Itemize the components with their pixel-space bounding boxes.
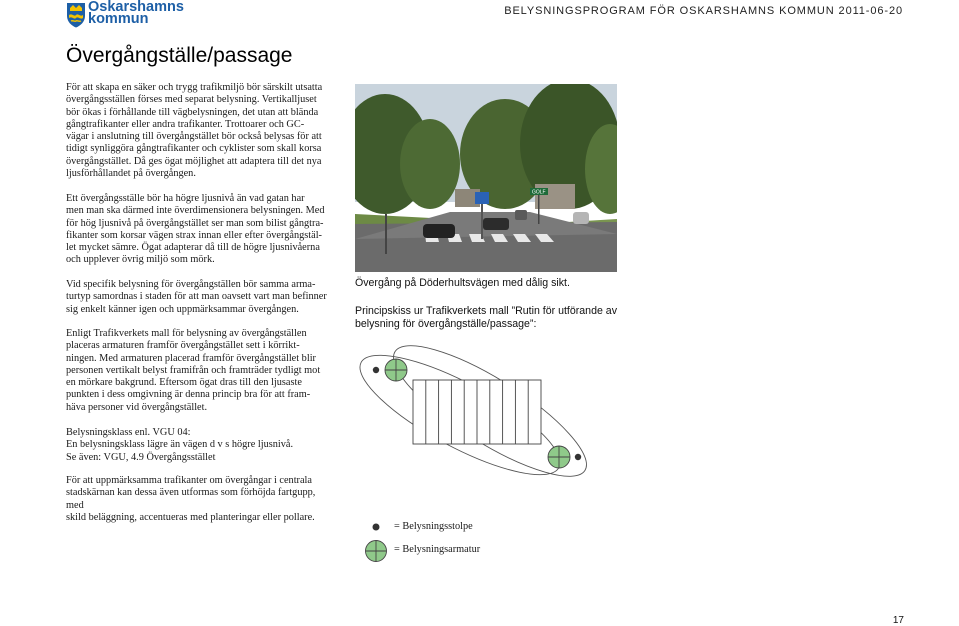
crossing-photo (355, 84, 617, 272)
text-line: Vid specifik belysning för övergångställen bör samma arma- (66, 279, 316, 290)
photo-caption: Övergång på Döderhultsvägen med dålig sikt. (355, 277, 570, 289)
paragraph-speed-bumps (66, 475, 334, 524)
text-line: Ett övergångsställe bör ha högre ljusnivå än vad gatan har (66, 193, 305, 204)
text-line: Belysningsklass enl. VGU 04: (66, 427, 191, 438)
text-line: stadskärnan kan dessa även utformas som förhöjda fartgupp, med (66, 487, 316, 511)
crosswalk-principle-diagram (350, 333, 590, 483)
text-line: för hög ljusnivå på övergångstället ser man som bilist gångtra- (66, 217, 324, 229)
text-line: vägar i anslutning till övergångstället bör också belysas för att (66, 131, 322, 143)
light-pole-right (575, 454, 581, 460)
logo-line-1: Oskarshamns (88, 0, 184, 15)
paragraph-light-level (66, 193, 334, 267)
luminaire-legend-label: = Belysningsarmatur (394, 544, 481, 555)
text-line: sig enkelt känner igen och uppmärksammar övergången. (66, 303, 299, 315)
text-line: övergångstället. Då ges ögat möjlighet att adaptera till det nya (66, 155, 322, 167)
text-line: let mycket sämre. Ögat adapterar då till de högre ljusnivåerna (66, 242, 320, 254)
text-line: Enligt Trafikverkets mall för belysning av övergångställen (66, 328, 307, 339)
crosswalk (413, 380, 541, 444)
text-line: ljusförhållandet på övergången. (66, 168, 196, 180)
text-line: häva personer vid övergångstället. (66, 401, 208, 413)
text-line: gångtrafikanter eller andra trafikanter. Trottoarer och GC- (66, 118, 305, 130)
text-line: Se även: VGU, 4.9 Övergångsstället (66, 451, 216, 463)
text-line: För att skapa en säker och trygg trafikmiljö bör särskilt utsatta (66, 82, 323, 93)
logo-wordmark (88, 0, 184, 27)
text-line: skild beläggning, accentueras med planteringar eller pollare. (66, 511, 315, 523)
paragraph-trafikverket (66, 328, 334, 414)
text-line: ningen. Med armaturen placerad framför övergångstället blir (66, 352, 316, 364)
luminaire-left (385, 359, 407, 381)
text-line: För att uppmärksamma trafikanter om övergångar i centrala (66, 475, 312, 486)
text-line: personen vertikalt belyst framifrån och framträder tydligt mot (66, 364, 321, 376)
photo-sign-label: GOLF (532, 189, 546, 196)
document-header-title: BELYSNINGSPROGRAM FÖR OSKARSHAMNS KOMMUN 2011-06-20 (504, 5, 903, 17)
logo-line-2: kommun (88, 10, 149, 27)
text-line: En belysningsklass lägre än vägen d v s högre ljusnivå. (66, 439, 294, 451)
text-line: turtyp samordnas i staden för att man oavsett vart man befinner (66, 291, 327, 303)
text-line: fikanter som korsar vägen strax innan eller efter övergångstäl- (66, 229, 322, 241)
text-line: placeras armaturen framför övergångstället sett i körrikt- (66, 340, 300, 352)
page-title: Övergångställe/passage (66, 44, 293, 67)
light-pole-left (373, 367, 379, 373)
caption-line: belysning för övergångställe/passage”: (355, 317, 537, 330)
page-number: 17 (892, 615, 904, 626)
text-line: övergångsställen förses med separat belysning. Vertikalljuset (66, 94, 317, 106)
text-line: en mörkare bakgrund. Eftersom ögat dras till den ljusaste (66, 377, 302, 389)
pole-legend-icon (370, 521, 382, 533)
pole-legend-label: = Belysningsstolpe (394, 521, 473, 532)
text-line: och upplever övrig miljö som mörk. (66, 254, 215, 266)
text-line: punkten i dess omgivning är denna princip bra för att fram- (66, 389, 311, 401)
text-line: tidigt synliggöra gångtrafikanter och cyklister som skall korsa (66, 143, 322, 155)
caption-line: Principskiss ur Trafikverkets mall ”Rutin för utförande av (355, 305, 617, 317)
text-line: bör ökas i förhållande till vägbelysningen, det utan att blända (66, 106, 319, 118)
luminaire-legend-icon (364, 539, 388, 563)
paragraph-intro (66, 82, 334, 180)
text-line: men man ska därmed inte överdimensionera belysningen. Med (66, 205, 325, 217)
diagram-caption (355, 305, 625, 330)
luminaire-right (548, 446, 570, 468)
paragraph-luminaire-type (66, 279, 334, 316)
paragraph-lighting-class (66, 427, 334, 464)
